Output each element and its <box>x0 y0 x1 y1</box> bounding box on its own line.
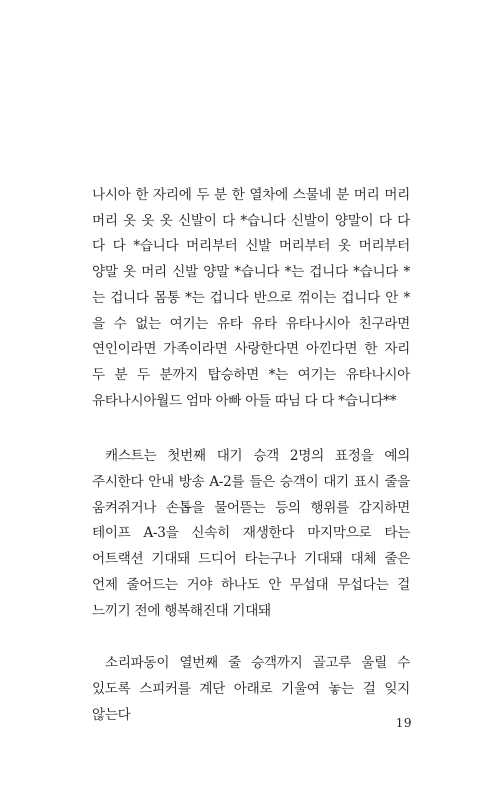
paragraph-announcement: 나시아 한 자리에 두 분 한 열차에 스물네 분 머리 머리 머리 옷 옷 옷 신발이 다 *습니다 신발이 양말이 다 다 다 다 *습니다 머리부터 신발 머리부터 옷 머리부터 양말 옷 머리 신발 양말 *습니다 *는 겁니다 *습니다 *는 겁니다 몸통 *는 겁니다 반으로 꺾이는 겁니다 안 *을 수 없는 여기는 유타 유타 유타나시아 친구라면 연인이라면 가족이라면 사랑한다면 아낀다면 한 자리 두 분 두 분까지 탑승하면 *는 여기는 유타나시아 유타나시아월드 엄마 아빠 아들 따님 다 다 *습니다** <box>92 187 410 409</box>
page-body <box>92 183 410 728</box>
paragraph-cast-instructions: 캐스트는 첫번째 대기 승객 2명의 표정을 예의 주시한다 안내 방송 A-2를 들은 승객이 대기 표시 줄을 움켜쥐거나 손톱을 물어뜯는 등의 행위를 감지하면 테이프 A-3을 신속히 재생한다 마지막으로 타는 어트랙션 기대돼 드디어 타는구나 기대돼 대체 줄은 언제 줄어드는 거야 하나도 안 무섭대 무섭다는 걸 느끼기 전에 행복해진대 기대돼 <box>92 448 410 619</box>
page-number: 19 <box>395 716 412 730</box>
paragraph-speaker-note: 소리파동이 열번째 줄 승객까지 골고루 울릴 수 있도록 스피커를 계단 아래로 기울여 놓는 걸 잊지 않는다 <box>92 655 410 723</box>
